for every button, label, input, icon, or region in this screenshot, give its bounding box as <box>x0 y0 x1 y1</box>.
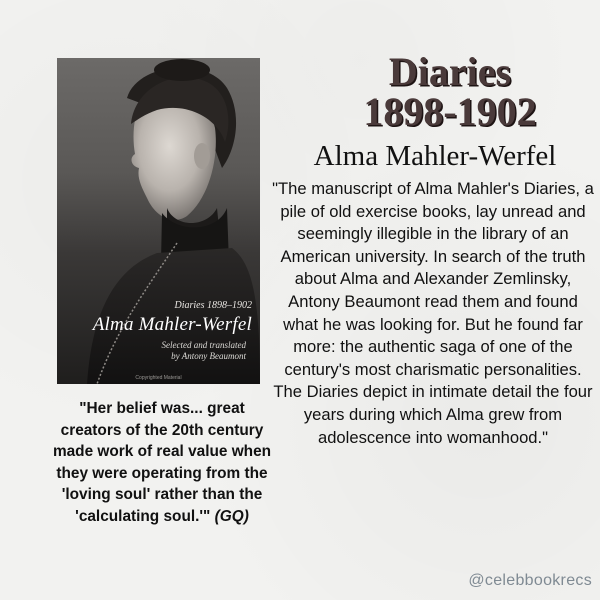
book-summary: "The manuscript of Alma Mahler's Diaries, a pile of old exercise books, lay unread and seemingly illegible in the library of an American university. In search of the truth about Alma and Alexander Zemlinsky, Antony Beaumont read them and found what he was looking for. But he found far more: the authentic saga of one of the century's most charismatic personalities. The Diaries depict in intimate detail the four years during which Alma grew from adolescence into womanhood." <box>272 179 594 447</box>
quote-text: "Her belief was... great creators of the 20th century made work of real value when they were operating from the 'loving soul' rather than the 'calculating soul.'" <box>52 400 272 525</box>
review-quote <box>52 398 272 527</box>
title-line-2: 1898-1902 <box>363 89 537 134</box>
author-name: Alma Mahler-Werfel <box>313 140 557 172</box>
cover-author: Alma Mahler-Werfel <box>92 314 252 335</box>
book-cover <box>57 58 260 384</box>
cover-subtitle: Diaries 1898–1902 <box>174 300 252 311</box>
quote-source: (GQ) <box>214 507 249 525</box>
social-handle: @celebbookrecs <box>468 572 592 589</box>
cover-credit: Selected and translated by Antony Beaumont <box>161 340 246 361</box>
cover-copyright-note: Copyrighted Material <box>135 375 182 381</box>
title-line-1: Diaries <box>388 49 512 94</box>
